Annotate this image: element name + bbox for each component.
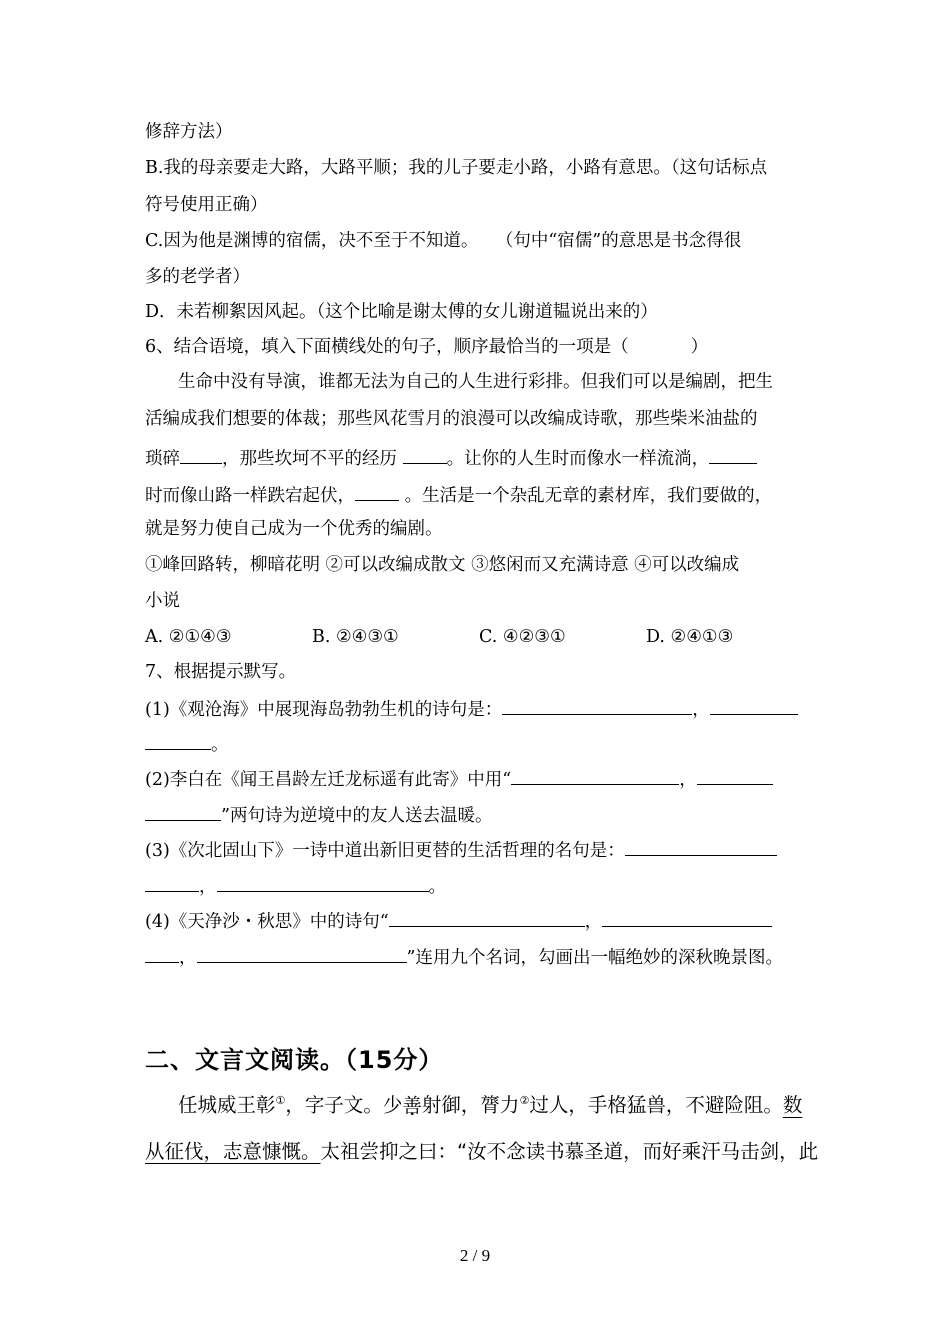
classical-text: 射御，膂力 bbox=[421, 1093, 520, 1117]
q7-item1-line2 bbox=[145, 734, 815, 755]
q6-blank-3[interactable] bbox=[709, 448, 757, 464]
q6-passage-line5: 就是努力使自己成为一个优秀的编剧。 bbox=[145, 519, 443, 539]
q7-punct: ， bbox=[584, 912, 603, 932]
q7-punct: 。 bbox=[428, 877, 446, 897]
q7-punct: 。 bbox=[211, 735, 229, 755]
emphasized-character: 善 bbox=[402, 1093, 422, 1117]
q6-options bbox=[145, 629, 815, 647]
q7-blank-3a[interactable] bbox=[625, 840, 777, 856]
underlined-sentence: 从征伐，志意慷慨。 bbox=[145, 1140, 321, 1163]
q7-item3-line1 bbox=[145, 840, 815, 861]
q7-punct: ， bbox=[199, 877, 217, 897]
q7-blank-4a[interactable] bbox=[389, 911, 585, 927]
classical-text: 太祖尝抑之曰：“汝不念读书慕圣道，而好乘汗马击剑，此 bbox=[320, 1140, 819, 1163]
q7-blank-3b[interactable] bbox=[217, 876, 429, 892]
q7-text: ”连用九个名词，勾画出一幅绝妙的深秋晚景图。 bbox=[406, 948, 783, 968]
q5-a-tail: 修辞方法） bbox=[145, 122, 233, 142]
q7-blank-1b-cont[interactable] bbox=[145, 734, 211, 750]
q6-sentences-line2: 小说 bbox=[145, 591, 180, 611]
q7-blank-4c[interactable] bbox=[197, 947, 407, 963]
q7-blank-2a[interactable] bbox=[511, 769, 679, 785]
q6-blank-4[interactable] bbox=[355, 485, 399, 501]
q7-punct: ， bbox=[679, 770, 697, 790]
q5-option-b-line2: 符号使用正确） bbox=[145, 195, 268, 215]
q7-text: (3)《次北固山下》一诗中道出新旧更替的生活哲理的名句是： bbox=[145, 841, 625, 861]
q7-blank-1b[interactable] bbox=[710, 699, 798, 715]
q7-item4-line2 bbox=[145, 947, 815, 968]
q7-item1-line1 bbox=[145, 699, 815, 720]
q6-option-d[interactable]: D. ②④①③ bbox=[646, 627, 734, 647]
q6-passage-line1: 生命中没有导演，谁都无法为自己的人生进行彩排。但我们可以是编剧，把生 bbox=[178, 372, 773, 392]
q6-option-c[interactable]: C. ④②③① bbox=[479, 627, 566, 647]
underlined-sentence: 数 bbox=[782, 1093, 803, 1117]
q7-title: 7、根据提示默写。 bbox=[145, 662, 297, 682]
q7-item2-line1 bbox=[145, 769, 815, 790]
q6-option-b[interactable]: B. ②④③① bbox=[312, 627, 399, 647]
q6-option-a[interactable]: A. ②①④③ bbox=[145, 627, 232, 647]
q6-passage-line4 bbox=[145, 485, 815, 506]
q6-stem bbox=[145, 339, 815, 357]
classical-text-line2 bbox=[145, 1142, 818, 1162]
q6-text: 。生活是一个杂乱无章的素材库，我们要做的， bbox=[404, 486, 773, 506]
q7-blank-4b-cont[interactable] bbox=[145, 947, 179, 963]
q5-option-d: D．未若柳絮因风起。（这个比喻是谢太傅的女儿谢道韫说出来的） bbox=[145, 302, 658, 322]
q6-passage-line3 bbox=[145, 448, 815, 469]
q6-blank-2[interactable] bbox=[403, 448, 447, 464]
q6-passage-line2: 活编成我们想要的体裁；那些风花雪月的浪漫可以改编成诗歌，那些柴米油盐的 bbox=[145, 409, 758, 429]
footnote-marker-1[interactable]: ① bbox=[275, 1094, 286, 1107]
q7-text: (4)《天净沙・秋思》中的诗句“ bbox=[145, 912, 389, 932]
q6-text: 时而像山路一样跌宕起伏， bbox=[145, 486, 355, 506]
classical-text: ，字子文。少 bbox=[285, 1093, 403, 1117]
classical-text-line1 bbox=[178, 1095, 802, 1115]
q6-text: 琐碎 bbox=[145, 449, 180, 469]
q6-sentences-line1: ①峰回路转，柳暗花明 ②可以改编成散文 ③悠闲而又充满诗意 ④可以改编成 bbox=[145, 555, 740, 575]
q7-blank-2b[interactable] bbox=[697, 769, 773, 785]
q6-text: 。让你的人生时而像水一样流淌， bbox=[446, 449, 710, 469]
q7-punct: ， bbox=[692, 700, 710, 720]
q7-blank-3a-cont[interactable] bbox=[145, 876, 199, 892]
classical-text: 任城威王彰 bbox=[178, 1093, 276, 1117]
q7-item2-line2 bbox=[145, 805, 815, 826]
q7-blank-1a[interactable] bbox=[502, 699, 692, 715]
q7-text: ”两句诗为逆境中的友人送去温暖。 bbox=[221, 806, 493, 826]
section-heading: 二、文言文阅读。（15分） bbox=[145, 1046, 444, 1074]
q7-text: (2)李白在《闻王昌龄左迁龙标遥有此寄》中用“ bbox=[145, 770, 512, 790]
q6-stem-close: ） bbox=[690, 337, 709, 357]
q5-option-b-line1: B.我的母亲要走大路，大路平顺；我的儿子要走小路，小路有意思。（这句话标点 bbox=[145, 158, 768, 178]
q5-option-c-line1: C.因为他是渊博的宿儒，决不至于不知道。 （句中“宿儒”的意思是书念得很 bbox=[145, 231, 742, 251]
q6-text: ，那些坎坷不平的经历 bbox=[222, 449, 397, 469]
footnote-marker-2[interactable]: ② bbox=[519, 1094, 530, 1107]
q7-blank-2b-cont[interactable] bbox=[145, 805, 221, 821]
q7-text: (1)《观沧海》中展现海岛勃勃生机的诗句是： bbox=[145, 700, 503, 720]
q7-item3-line2 bbox=[145, 876, 815, 897]
q5-option-c-line2: 多的老学者） bbox=[145, 267, 250, 287]
classical-text: 过人，手格猛兽，不避险阻。 bbox=[529, 1093, 783, 1117]
q6-blank-1[interactable] bbox=[180, 448, 222, 464]
q6-stem-text: 6、结合语境，填入下面横线处的句子，顺序最恰当的一项是（ bbox=[145, 337, 629, 357]
q7-punct: ， bbox=[179, 948, 197, 968]
page-number: 2 / 9 bbox=[459, 1246, 491, 1265]
q7-item4-line1 bbox=[145, 911, 815, 932]
q7-blank-4b[interactable] bbox=[602, 911, 772, 927]
